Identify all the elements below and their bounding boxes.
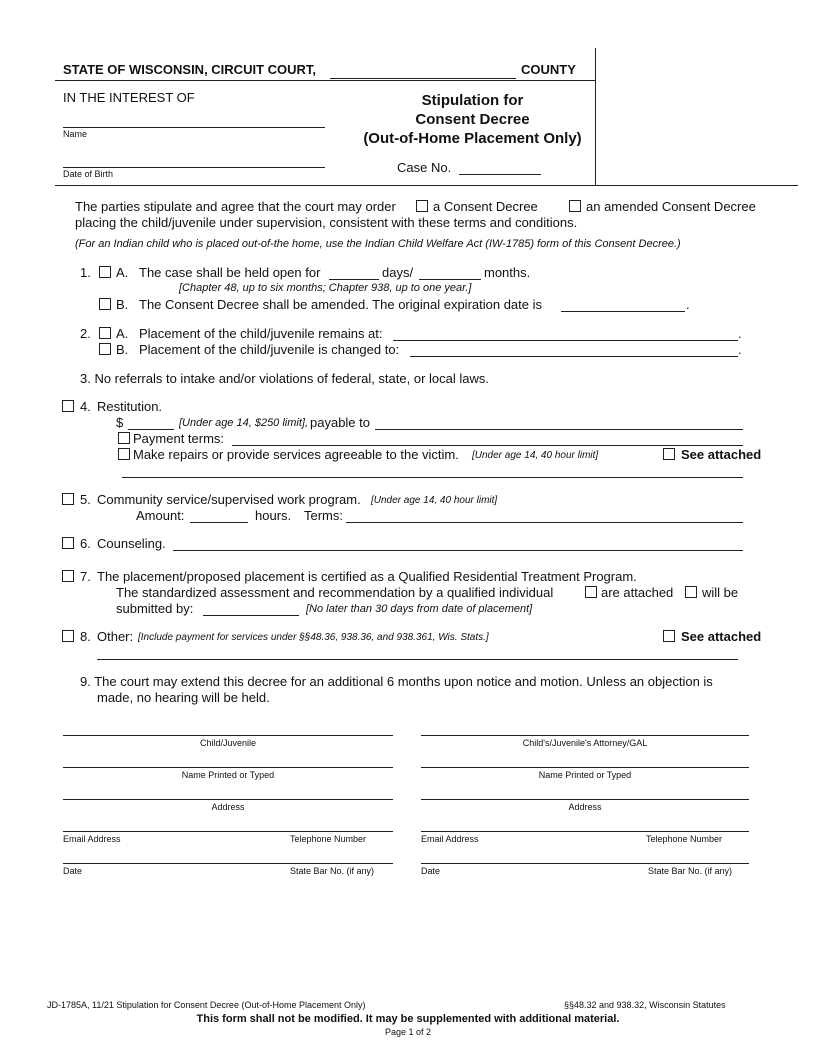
item4-payable-label: payable to [310, 415, 370, 430]
item4-see-attached-checkbox[interactable] [663, 448, 675, 460]
will-be-checkbox[interactable] [685, 586, 697, 598]
item4-extra-line[interactable] [122, 477, 743, 478]
child-name-label: Name Printed or Typed [181, 770, 275, 780]
item1b-text: The Consent Decree shall be amended. The original expiration date is [139, 297, 542, 312]
item6-text: Counseling. [97, 536, 166, 551]
item4-dollar: $ [116, 415, 124, 430]
item1a-text: The case shall be held open for [139, 265, 321, 280]
item1a-months-field[interactable] [419, 279, 481, 280]
are-attached-checkbox[interactable] [585, 586, 597, 598]
item5-checkbox[interactable] [62, 493, 74, 505]
item2b-letter: B. [116, 342, 129, 357]
item1b-period: . [686, 297, 690, 312]
attorney-name-line[interactable] [421, 767, 749, 768]
form-title-line2: Consent Decree [415, 111, 530, 128]
item4-number: 4. [80, 399, 91, 414]
child-email-phone-line[interactable] [63, 831, 393, 832]
attorney-state-bar-label: State Bar No. (if any) [648, 866, 733, 876]
child-signature-line[interactable] [63, 735, 393, 736]
header-bottom-rule [55, 185, 798, 186]
item3-text: 3. No referrals to intake and/or violations of federal, state, or local laws. [80, 371, 489, 386]
item2a-placement-field[interactable] [393, 340, 738, 341]
item1b-expiration-field[interactable] [561, 311, 685, 312]
child-address-line[interactable] [63, 799, 393, 800]
submitted-by-note: [No later than 30 days from date of placement] [306, 603, 533, 615]
item1-number: 1. [80, 265, 91, 280]
are-attached-label: are attached [601, 585, 674, 600]
item1a-months-label: months. [484, 265, 531, 280]
name-field[interactable] [63, 127, 325, 128]
item8-note: [Include payment for services under §§48.36, 938.36, and 938.361, Wis. Stats.] [138, 632, 489, 643]
dob-field[interactable] [63, 167, 325, 168]
child-date-bar-line[interactable] [63, 863, 393, 864]
dob-label: Date of Birth [63, 169, 114, 179]
submitted-by-field[interactable] [203, 615, 299, 616]
form-title-line3: (Out-of-Home Placement Only) [363, 130, 582, 147]
intro-text: The parties stipulate and agree that the court may order [75, 199, 396, 214]
item8-number: 8. [80, 629, 91, 644]
page-number: Page 1 of 2 [384, 1027, 432, 1037]
item4-limit-note: [Under age 14, $250 limit], [179, 417, 309, 429]
item2b-placement-field[interactable] [410, 356, 738, 357]
counseling-field[interactable] [173, 550, 743, 551]
intro-text-line2: placing the child/juvenile under supervision, consistent with these terms and conditions. [75, 215, 578, 230]
item5-amount-label: Amount: [136, 508, 185, 523]
submitted-by-label: submitted by: [116, 601, 194, 616]
item9-text-line2: made, no hearing will be held. [97, 690, 270, 705]
item5-terms-field[interactable] [346, 522, 743, 523]
item8-text: Other: [97, 629, 134, 644]
item5-terms-label: Terms: [304, 508, 343, 523]
item2a-period: . [738, 326, 742, 341]
item8-checkbox[interactable] [62, 630, 74, 642]
item4-checkbox[interactable] [62, 400, 74, 412]
child-date-label: Date [63, 866, 83, 876]
statutes-reference: §§48.32 and 938.32, Wisconsin Statutes [564, 1000, 726, 1010]
indian-child-note: (For an Indian child who is placed out-of-the home, use the Indian Child Welfare Act (IW-1785) form of this Consent Decree.) [75, 238, 681, 250]
item6-number: 6. [80, 536, 91, 551]
item4-amount-field[interactable] [128, 429, 174, 430]
item2-number: 2. [80, 326, 91, 341]
attorney-date-bar-line[interactable] [421, 863, 749, 864]
item1a-days-field[interactable] [329, 279, 379, 280]
item1a-checkbox[interactable] [99, 266, 111, 278]
form-id: JD-1785A, 11/21 Stipulation for Consent Decree (Out-of-Home Placement Only) [47, 1000, 366, 1010]
item9-text: 9. The court may extend this decree for an additional 6 months upon notice and motion. Unless an objection is [80, 674, 713, 689]
interest-of-label: IN THE INTEREST OF [63, 90, 195, 105]
amended-consent-decree-label: an amended Consent Decree [586, 199, 756, 214]
form-title-line1: Stipulation for [421, 92, 524, 109]
item5-note: [Under age 14, 40 hour limit] [371, 495, 498, 506]
consent-decree-checkbox[interactable] [416, 200, 428, 212]
item4-text: Restitution. [97, 399, 163, 414]
header-divider [55, 80, 595, 81]
court-heading: STATE OF WISCONSIN, CIRCUIT COURT, [63, 62, 317, 77]
item8-other-field[interactable] [97, 659, 738, 660]
item5-text: Community service/supervised work program. [97, 492, 361, 507]
modification-notice: This form shall not be modified. It may be supplemented with additional material. [196, 1013, 620, 1025]
amended-consent-decree-checkbox[interactable] [569, 200, 581, 212]
child-address-label: Address [211, 802, 245, 812]
item7-text-line2: The standardized assessment and recommendation by a qualified individual [116, 585, 554, 600]
child-state-bar-label: State Bar No. (if any) [290, 866, 375, 876]
repairs-label: Make repairs or provide services agreeable to the victim. [133, 447, 459, 462]
item4-see-attached-label: See attached [681, 447, 762, 462]
name-label: Name [63, 129, 88, 139]
item1b-checkbox[interactable] [99, 298, 111, 310]
attorney-email-label: Email Address [421, 834, 479, 844]
attorney-telephone-label: Telephone Number [646, 834, 723, 844]
item7-number: 7. [80, 569, 91, 584]
item1a-chapter-note: [Chapter 48, up to six months; Chapter 938, up to one year.] [179, 282, 472, 294]
attorney-email-phone-line[interactable] [421, 831, 749, 832]
item1a-letter: A. [116, 265, 129, 280]
attorney-signature-line[interactable] [421, 735, 749, 736]
item8-see-attached-label: See attached [681, 629, 762, 644]
attorney-address-label: Address [568, 802, 602, 812]
consent-decree-label: a Consent Decree [433, 199, 538, 214]
item2a-checkbox[interactable] [99, 327, 111, 339]
child-telephone-label: Telephone Number [290, 834, 367, 844]
item5-hours-label: hours. [255, 508, 292, 523]
item5-amount-field[interactable] [190, 522, 248, 523]
item4-payable-field[interactable] [375, 429, 743, 430]
case-no-field[interactable] [459, 174, 541, 175]
repairs-note: [Under age 14, 40 hour limit] [472, 450, 599, 461]
repairs-checkbox[interactable] [118, 448, 130, 460]
child-email-label: Email Address [63, 834, 121, 844]
case-no-label: Case No. [397, 160, 452, 175]
payment-terms-label: Payment terms: [133, 431, 225, 446]
item2b-checkbox[interactable] [99, 343, 111, 355]
payment-terms-checkbox[interactable] [118, 432, 130, 444]
county-label: COUNTY [521, 62, 576, 77]
county-field[interactable] [330, 78, 516, 79]
item2b-text: Placement of the child/juvenile is changed to: [139, 342, 400, 357]
attorney-name-label: Name Printed or Typed [538, 770, 632, 780]
payment-terms-field[interactable] [232, 445, 743, 446]
item7-checkbox[interactable] [62, 570, 74, 582]
item5-number: 5. [80, 492, 91, 507]
item2a-text: Placement of the child/juvenile remains at: [139, 326, 383, 341]
attorney-date-label: Date [421, 866, 441, 876]
child-signature-label: Child/Juvenile [199, 738, 257, 748]
item6-checkbox[interactable] [62, 537, 74, 549]
item2a-letter: A. [116, 326, 129, 341]
attorney-signature-label: Child's/Juvenile's Attorney/GAL [522, 738, 648, 748]
item1b-letter: B. [116, 297, 129, 312]
attorney-address-line[interactable] [421, 799, 749, 800]
item1a-days-label: days/ [382, 265, 414, 280]
item8-see-attached-checkbox[interactable] [663, 630, 675, 642]
child-name-line[interactable] [63, 767, 393, 768]
will-be-label: will be [702, 585, 739, 600]
item2b-period: . [738, 342, 742, 357]
item7-text: The placement/proposed placement is certified as a Qualified Residential Treatment Program. [97, 569, 637, 584]
